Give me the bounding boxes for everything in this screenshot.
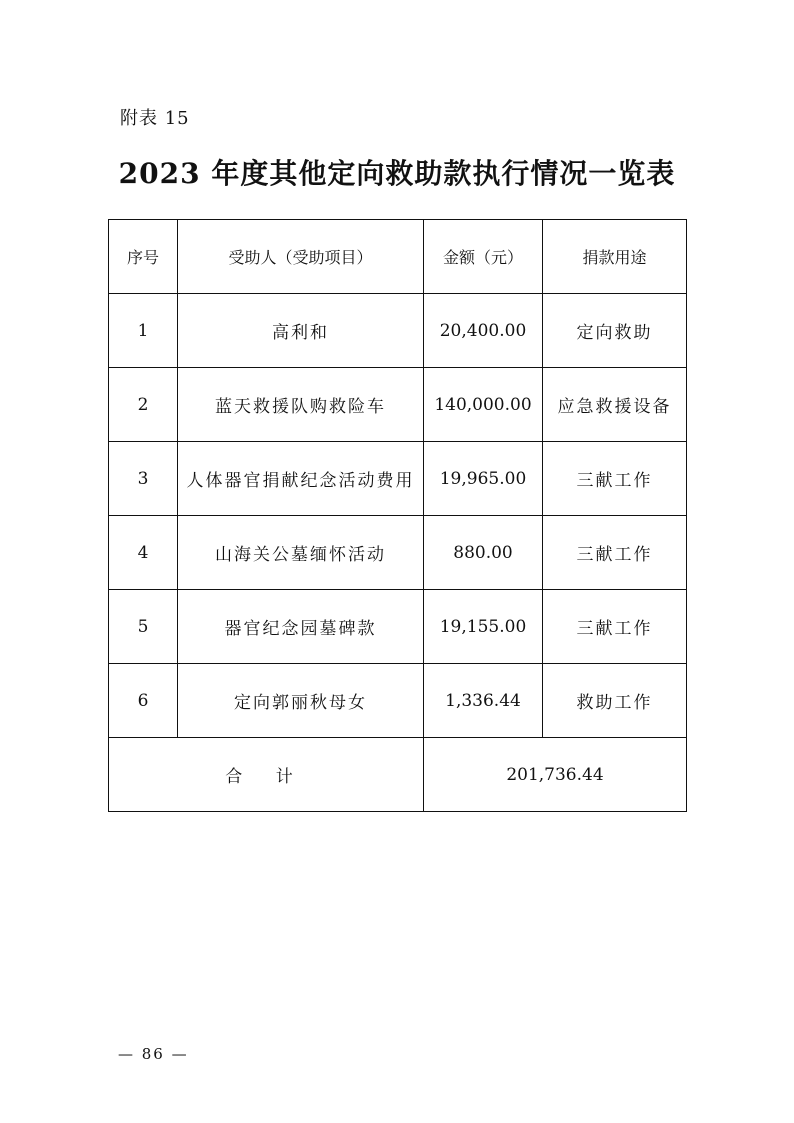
header-seq: 序号 — [109, 220, 178, 294]
row-amount: 880.00 — [424, 516, 543, 590]
aid-execution-table — [108, 219, 687, 812]
row-purpose: 三献工作 — [543, 516, 687, 590]
row-seq: 4 — [109, 516, 178, 590]
row-seq: 5 — [109, 590, 178, 664]
header-amount: 金额（元） — [424, 220, 543, 294]
row-amount: 1,336.44 — [424, 664, 543, 738]
table-row — [109, 294, 687, 368]
total-row — [109, 738, 687, 812]
header-recipient: 受助人（受助项目） — [178, 220, 424, 294]
row-seq: 1 — [109, 294, 178, 368]
row-recipient: 山海关公墓缅怀活动 — [178, 516, 424, 590]
header-purpose: 捐款用途 — [543, 220, 687, 294]
table-row — [109, 664, 687, 738]
row-amount: 19,155.00 — [424, 590, 543, 664]
row-seq: 6 — [109, 664, 178, 738]
row-purpose: 三献工作 — [543, 442, 687, 516]
table-row — [109, 590, 687, 664]
document-title: 2023 年度其他定向救助款执行情况一览表 — [118, 157, 676, 190]
appendix-label: 附表 15 — [120, 108, 190, 129]
page-number: — 86 — — [118, 1045, 189, 1063]
row-amount: 19,965.00 — [424, 442, 543, 516]
table-row — [109, 442, 687, 516]
row-purpose: 三献工作 — [543, 590, 687, 664]
row-recipient: 高利和 — [178, 294, 424, 368]
table-row — [109, 516, 687, 590]
row-amount: 140,000.00 — [424, 368, 543, 442]
total-label: 合 计 — [109, 738, 424, 812]
row-recipient: 器官纪念园墓碑款 — [178, 590, 424, 664]
row-seq: 3 — [109, 442, 178, 516]
row-purpose: 应急救援设备 — [543, 368, 687, 442]
row-purpose: 救助工作 — [543, 664, 687, 738]
row-seq: 2 — [109, 368, 178, 442]
row-recipient: 人体器官捐献纪念活动费用 — [178, 442, 424, 516]
row-recipient: 定向郭丽秋母女 — [178, 664, 424, 738]
total-amount: 201,736.44 — [424, 738, 687, 812]
table-header-row — [109, 220, 687, 294]
row-recipient: 蓝天救援队购救险车 — [178, 368, 424, 442]
row-purpose: 定向救助 — [543, 294, 687, 368]
row-amount: 20,400.00 — [424, 294, 543, 368]
table-row — [109, 368, 687, 442]
